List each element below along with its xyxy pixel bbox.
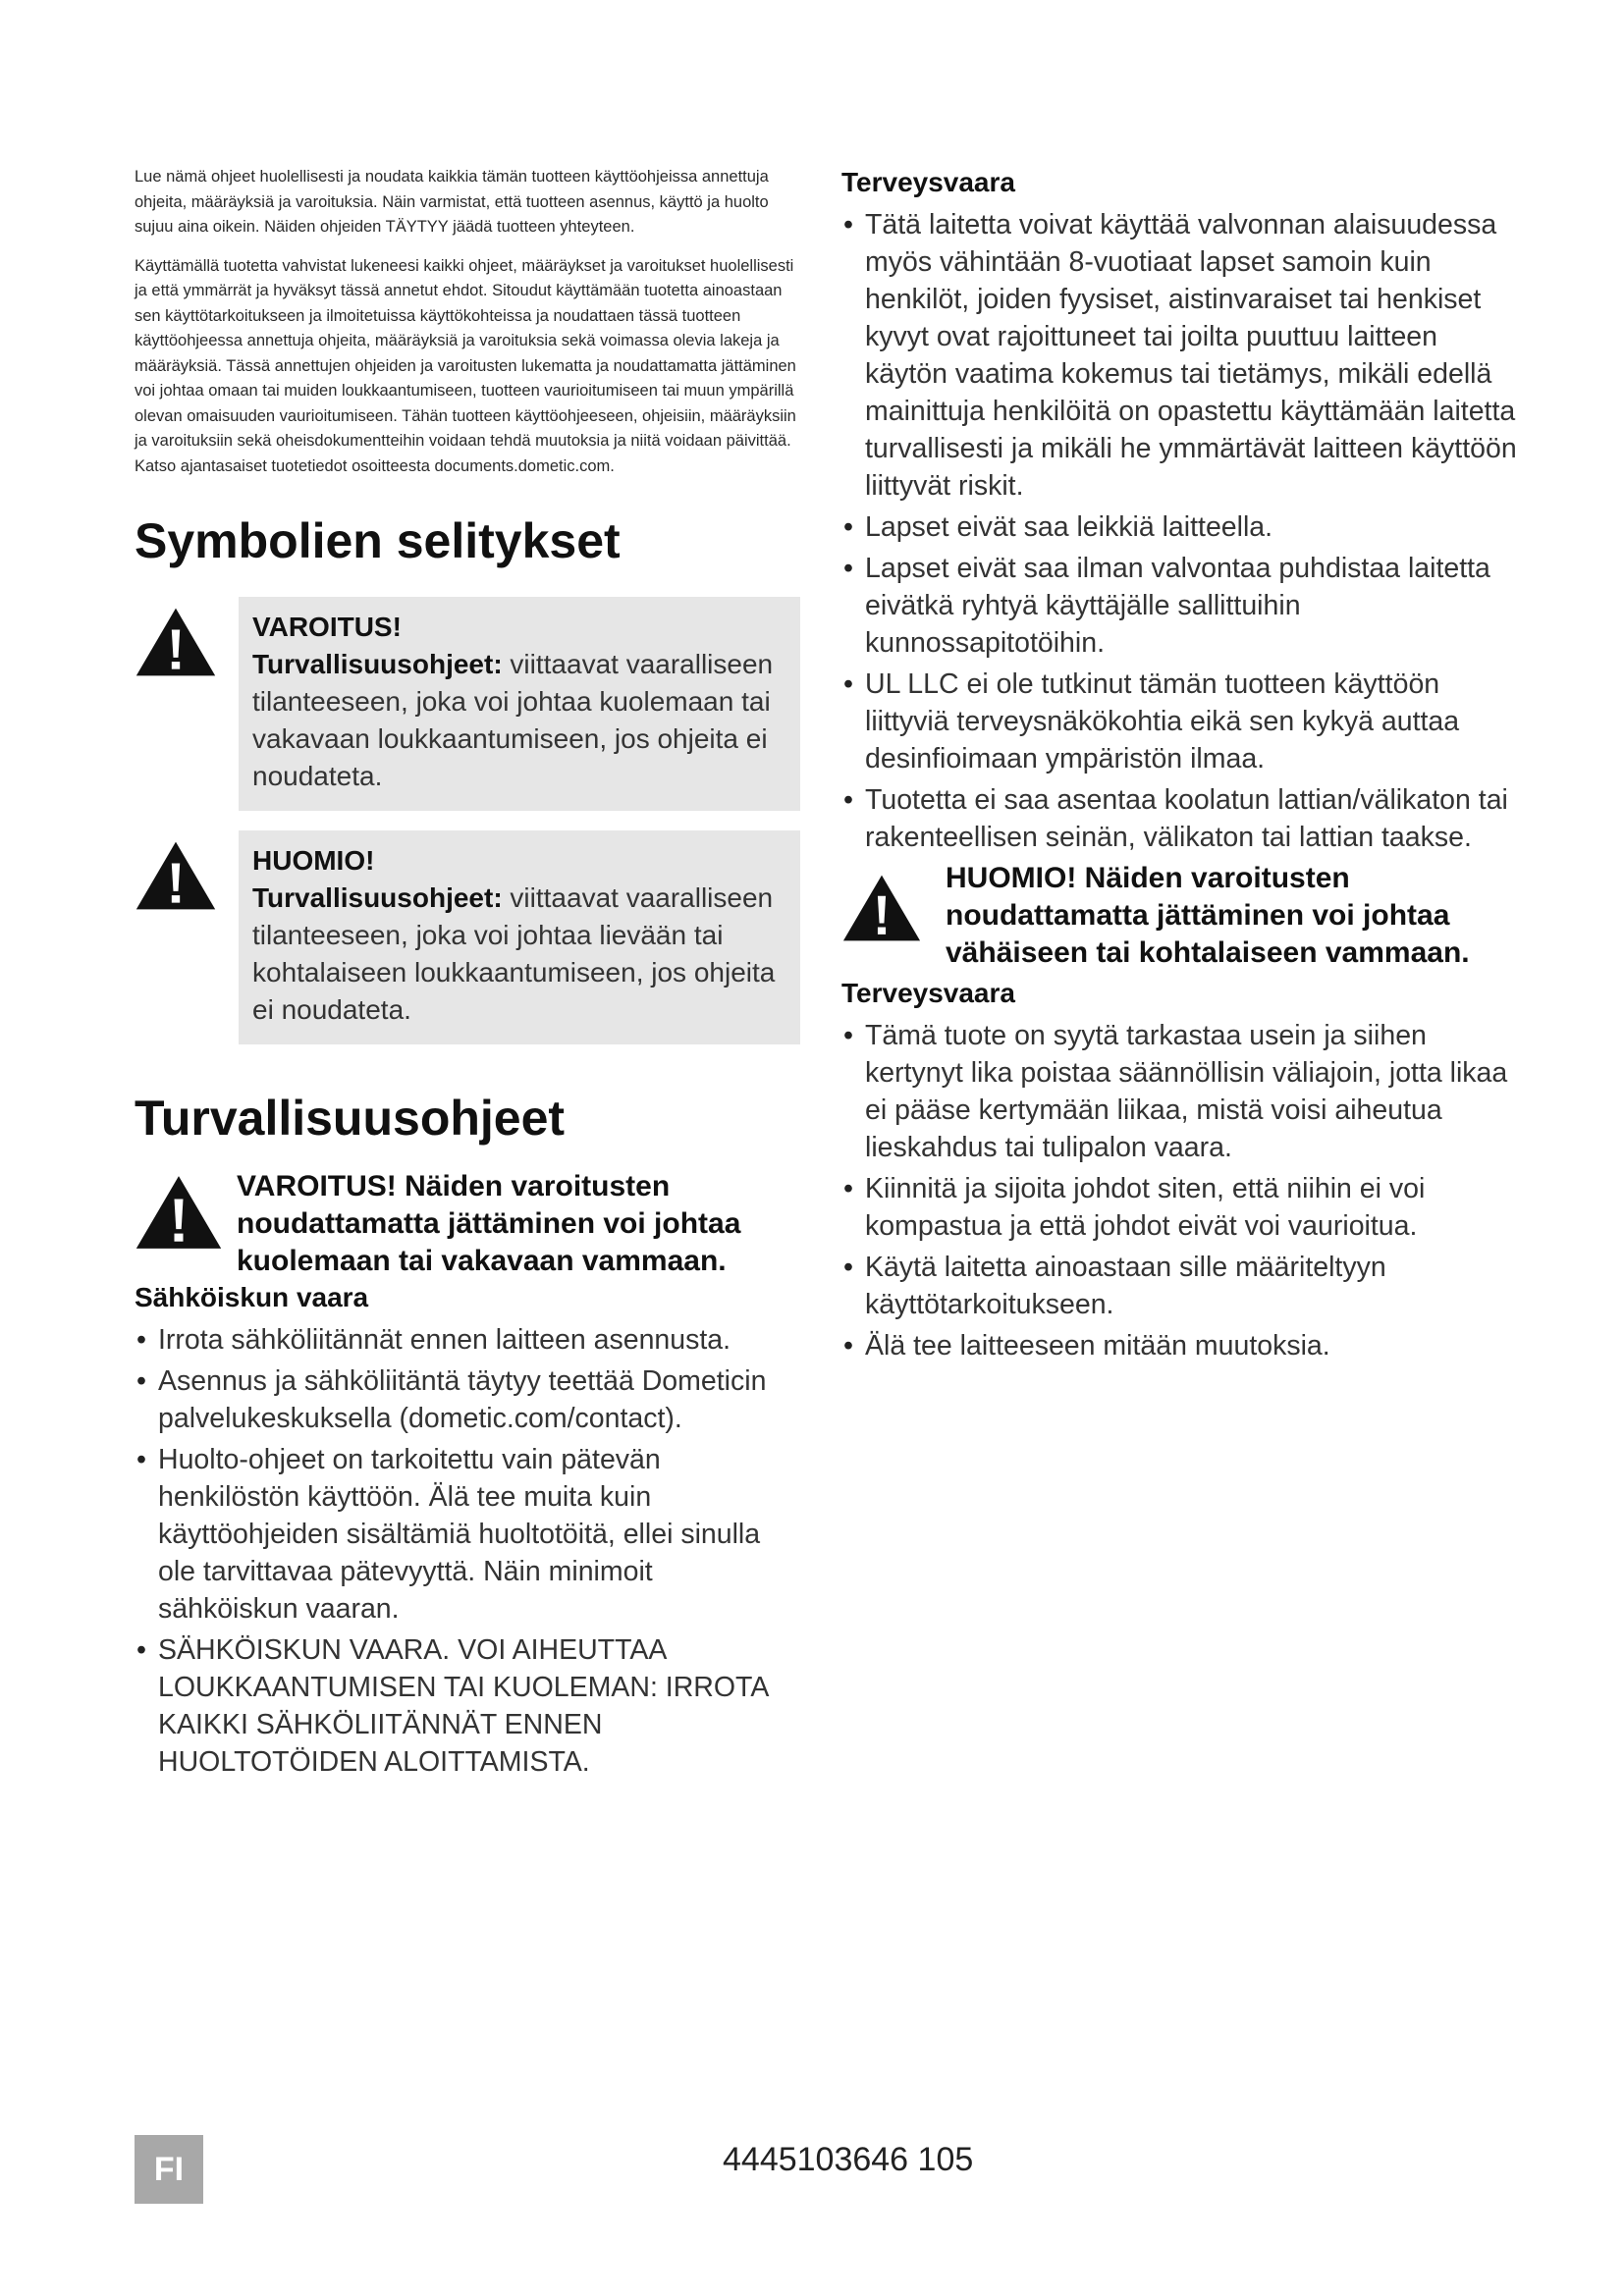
health-hazard-list-2 bbox=[841, 1017, 1519, 1364]
symbol-warning-box bbox=[239, 597, 800, 811]
list-item: • Tämä tuote on syytä tarkastaa usein ja siihen kertynyt lika poistaa säännöllisin väliajoin, jotta likaa ei pääse kertymään liikaa, mistä voisi aiheutua lieskahdus tai tulipalon vaara. bbox=[841, 1017, 1519, 1166]
symbol-caution-text: viittaavat vaaralliseen tilanteeseen, joka voi johtaa lievään tai kohtalaiseen loukkaantumiseen, jos ohjeita ei noudateta. bbox=[252, 882, 776, 1025]
symbol-caution-block bbox=[135, 830, 800, 1044]
list-item: • Irrota sähköliitännät ennen laitteen asennusta. bbox=[135, 1321, 800, 1359]
health-hazard-heading-2: Terveysvaara bbox=[841, 978, 1015, 1008]
safety-warning-block bbox=[135, 1168, 800, 1280]
list-item: • Tuotetta ei saa asentaa koolatun lattian/välikaton tai rakenteellisen seinän, välikaton tai lattian taakse. bbox=[841, 781, 1519, 856]
warning-triangle-icon bbox=[135, 607, 217, 677]
list-item: • Älä tee laitteeseen mitään muutoksia. bbox=[841, 1327, 1519, 1364]
intro-paragraph-2: Käyttämällä tuotetta vahvistat lukeneesi kaikki ohjeet, määräykset ja varoitukset huolellisesti ja että ymmärrät ja hyväksyt tässä annetut ehdot. Sitoudut käyttämään tuotetta ainoastaan sen käyttötarkoitukseen ja ilmoitetuissa käyttökohteissa ja noudattaen tässä tuotteen käyttöohjeessa annettuja ohjeita, määräyksiä ja varoituksia sekä voimassa olevia lakeja ja määräyksiä. Tässä annettujen ohjeiden ja varoitusten lukematta ja noudattamatta jättäminen voi johtaa omaan tai muiden loukkaantumiseen, tuotteen vaurioitumiseen tai muun ympärillä olevan omaisuuden vaurioitumiseen. Tähän tuotteen käyttöohjeeseen, ohjeisiin, määräyksiin ja varoituksiin sekä oheisdokumentteihin voidaan tehdä muutoksia ja niitä voidaan päivittää. Katso ajantasaiset tuotetiedot osoitteesta documents.dometic.com. bbox=[135, 256, 796, 475]
electric-shock-heading: Sähköiskun vaara bbox=[135, 1282, 369, 1312]
intro-text bbox=[135, 165, 800, 479]
symbol-warning-lead: Turvallisuusohjeet: bbox=[252, 649, 503, 679]
document-number: 4445103646 105 bbox=[723, 2141, 974, 2178]
symbol-warning-text: viittaavat vaaralliseen tilanteeseen, joka voi johtaa kuolemaan tai vakavaan loukkaantumiseen, jos ohjeita ei noudateta. bbox=[252, 649, 774, 791]
warning-triangle-icon bbox=[841, 874, 922, 942]
caution-block bbox=[841, 860, 1519, 972]
electric-shock-list bbox=[135, 1321, 800, 1781]
health-hazard-heading: Terveysvaara bbox=[841, 167, 1015, 197]
list-item: • Käytä laitetta ainoastaan sille määriteltyyn käyttötarkoitukseen. bbox=[841, 1249, 1519, 1323]
caution-text: HUOMIO! Näiden varoitusten noudattamatta jättäminen voi johtaa vähäiseen tai kohtalaiseen vammaan. bbox=[946, 862, 1470, 969]
symbol-caution-box bbox=[239, 830, 800, 1044]
list-item: • Lapset eivät saa ilman valvontaa puhdistaa laitetta eivätkä ryhtyä käyttäjälle sallittuihin kunnossapitotöihin. bbox=[841, 550, 1519, 662]
intro-paragraph-1: Lue nämä ohjeet huolellisesti ja noudata kaikkia tämän tuotteen käyttöohjeissa annettuja ohjeita, määräyksiä ja varoituksia. Näin varmistat, että tuotteen asennus, käyttö ja huolto sujuu aina oikein. Näiden ohjeiden TÄYTYY jäädä tuotteen yhteyteen. bbox=[135, 168, 769, 236]
list-item: • Kiinnitä ja sijoita johdot siten, että niihin ei voi kompastua ja että johdot eivät voi vaurioitua. bbox=[841, 1170, 1519, 1245]
health-hazard-list bbox=[841, 206, 1519, 856]
warning-triangle-icon bbox=[135, 1174, 223, 1251]
symbol-warning-block bbox=[135, 597, 800, 811]
safety-heading: Turvallisuusohjeet bbox=[135, 1091, 566, 1146]
symbol-caution-head: HUOMIO! bbox=[252, 845, 375, 876]
safety-warning-text: VAROITUS! Näiden varoitusten noudattamatta jättäminen voi johtaa kuolemaan tai vakavaan vammaan. bbox=[237, 1170, 741, 1277]
left-column bbox=[135, 165, 800, 1785]
list-item: • Huolto-ohjeet on tarkoitettu vain pätevän henkilöstön käyttöön. Älä tee muita kuin käyttöohjeiden sisältämiä huoltotöitä, ellei sinulla ole tarvittavaa pätevyyttä. Näin minimoit sähköiskun vaaran. bbox=[135, 1441, 800, 1628]
symbols-heading: Symbolien selitykset bbox=[135, 513, 621, 568]
right-column bbox=[841, 165, 1519, 1368]
list-item: • Asennus ja sähköliitäntä täytyy teettää Dometicin palvelukeskuksella (dometic.com/contact). bbox=[135, 1362, 800, 1437]
symbol-caution-lead: Turvallisuusohjeet: bbox=[252, 882, 503, 913]
symbol-warning-head: VAROITUS! bbox=[252, 612, 402, 642]
warning-triangle-icon bbox=[135, 840, 217, 911]
list-item: • Tätä laitetta voivat käyttää valvonnan alaisuudessa myös vähintään 8-vuotiaat lapset samoin kuin henkilöt, joiden fyysiset, aistinvaraiset tai henkiset kyvyt ovat rajoittuneet tai joilta puuttuu laitteen käytön vaatima kokemus tai tietämys, mikäli edellä mainittuja henkilöitä on opastettu käyttämään laitetta turvallisesti ja mikäli he ymmärtävät laitteen käyttöön liittyvät riskit. bbox=[841, 206, 1519, 505]
language-badge: FI bbox=[135, 2135, 203, 2204]
list-item: • Lapset eivät saa leikkiä laitteella. bbox=[841, 508, 1519, 546]
list-item: • SÄHKÖISKUN VAARA. VOI AIHEUTTAA LOUKKAANTUMISEN TAI KUOLEMAN: IRROTA KAIKKI SÄHKÖLIITÄNNÄT ENNEN HUOLTOTÖIDEN ALOITTAMISTA. bbox=[135, 1631, 800, 1781]
list-item: • UL LLC ei ole tutkinut tämän tuotteen käyttöön liittyviä terveysnäkökohtia eikä sen kykyä auttaa desinfioimaan ympäristön ilmaa. bbox=[841, 666, 1519, 777]
